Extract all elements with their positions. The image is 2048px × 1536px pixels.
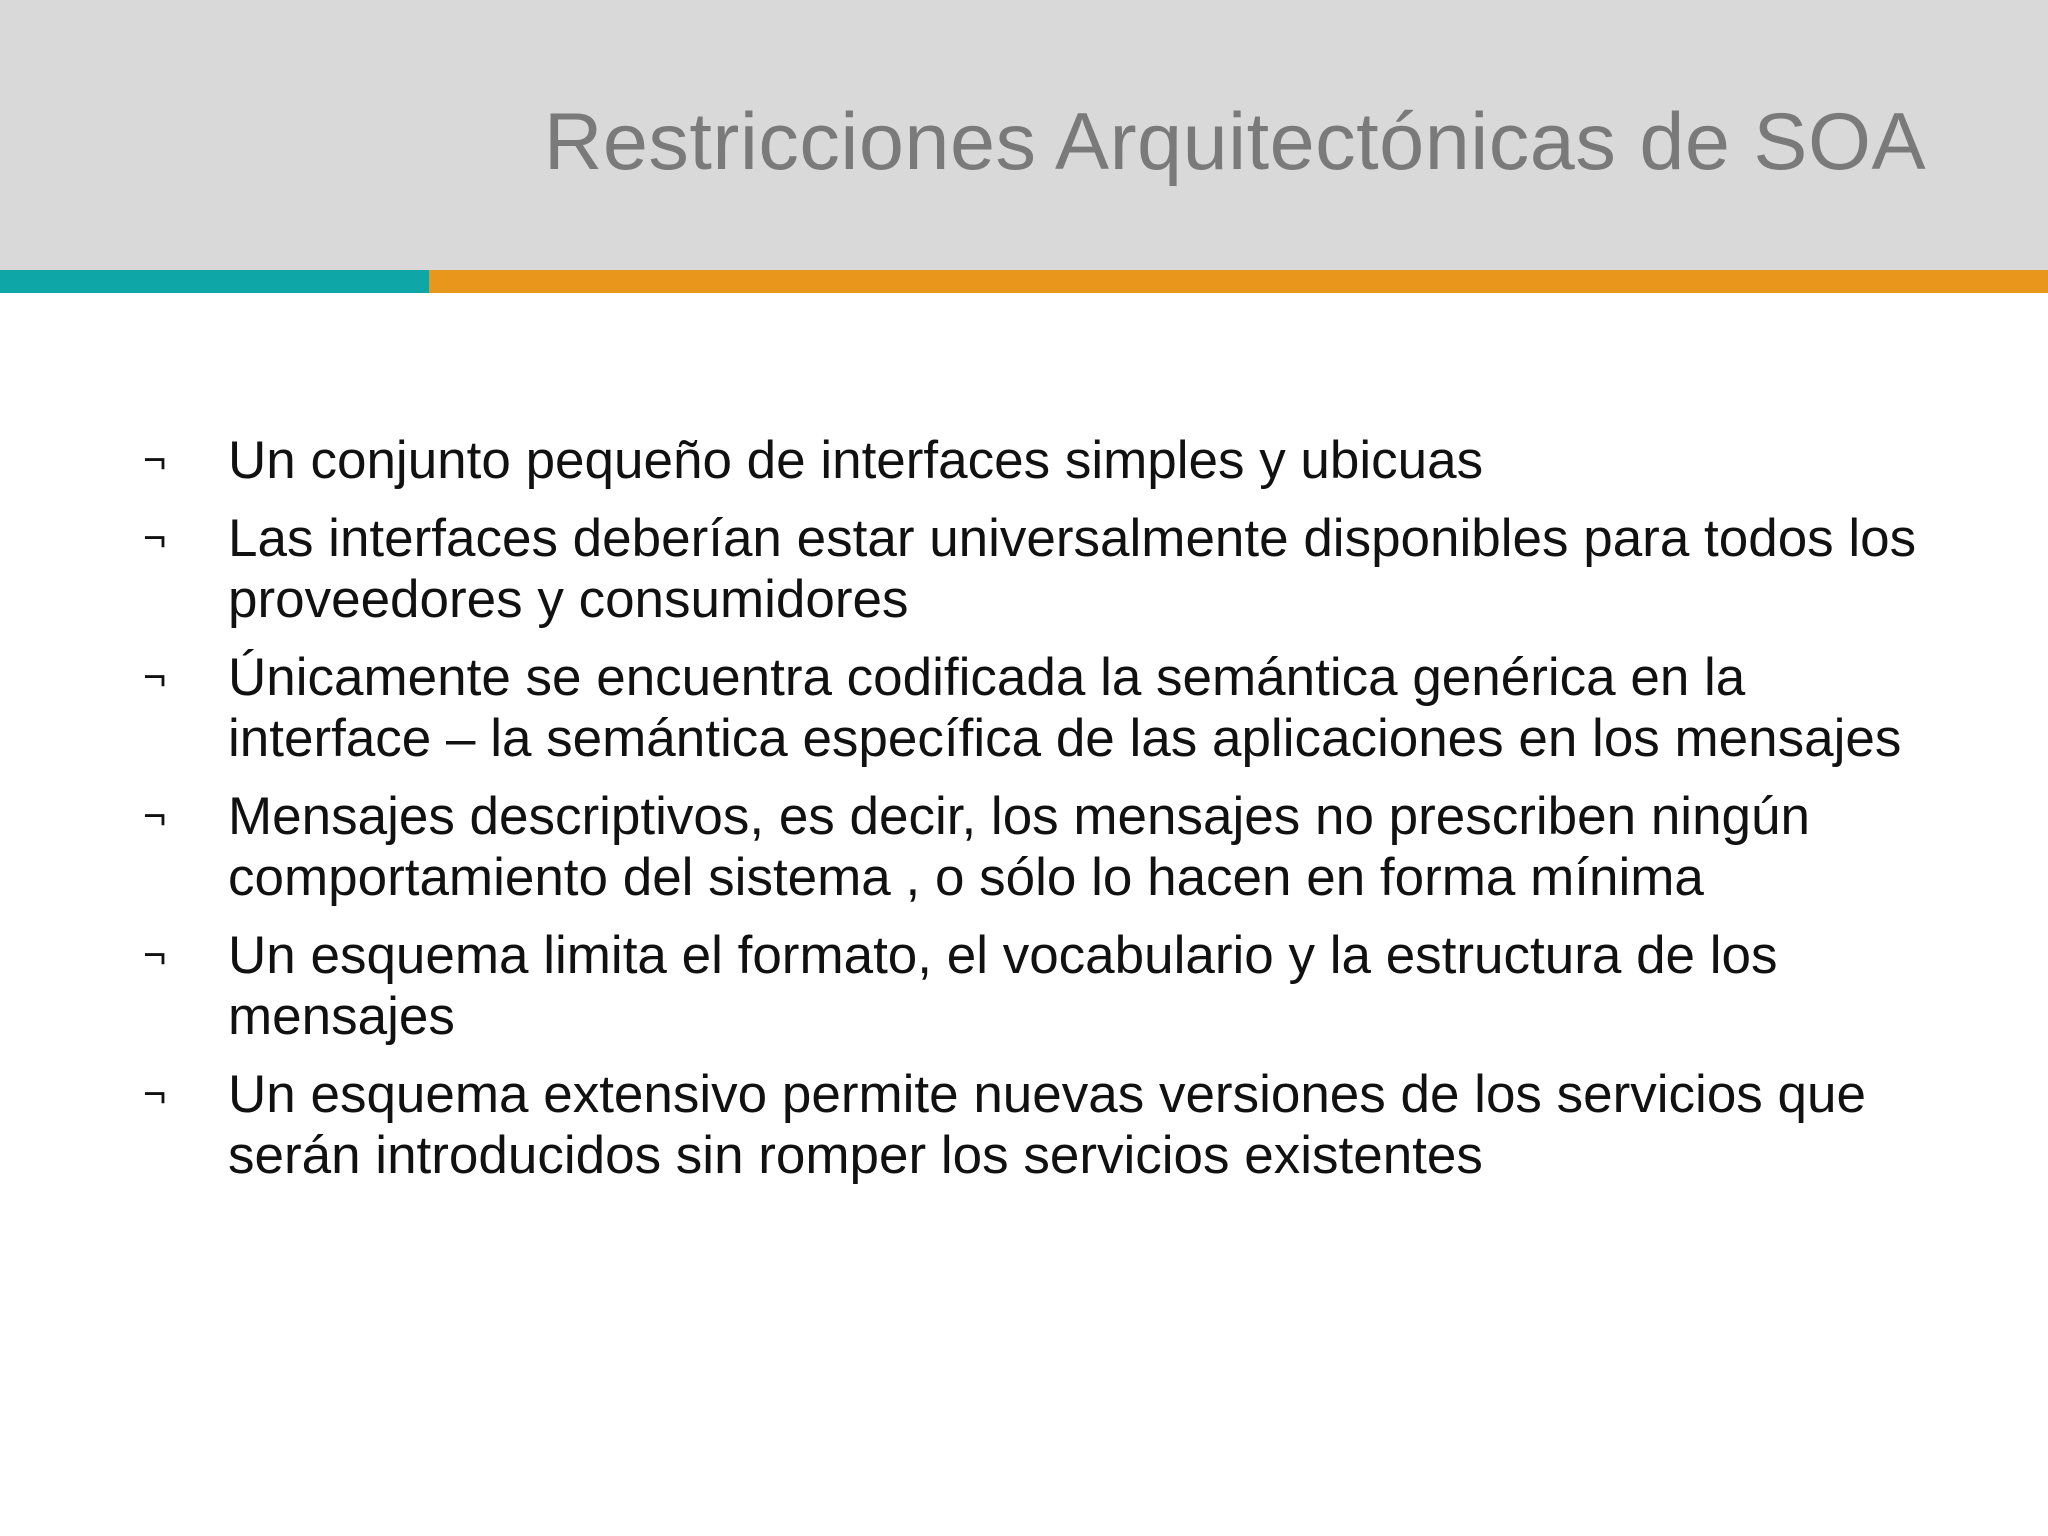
accent-bar-orange: [429, 270, 2048, 293]
bullet-text: Un esquema extensivo permite nuevas versiones de los servicios que serán introducidos sin romper los servicios existentes: [228, 1065, 1866, 1185]
bullet-marker: ¬: [143, 794, 167, 838]
bullet-item: [0, 925, 2048, 1047]
bullet-marker: ¬: [143, 933, 167, 977]
bullet-list: [0, 430, 2048, 1203]
accent-bar: [0, 270, 2048, 293]
bullet-item: [0, 430, 2048, 491]
bullet-marker: ¬: [143, 1072, 167, 1116]
bullet-item: [0, 786, 2048, 908]
bullet-text: Un conjunto pequeño de interfaces simples y ubicuas: [228, 431, 1484, 490]
bullet-text: Un esquema limita el formato, el vocabulario y la estructura de los mensajes: [228, 926, 1778, 1046]
accent-bar-teal: [0, 270, 429, 293]
bullet-marker: ¬: [143, 655, 167, 699]
bullet-text: Mensajes descriptivos, es decir, los mensajes no prescriben ningún comportamiento del sistema , o sólo lo hacen en forma mínima: [228, 787, 1810, 907]
slide-header: [0, 0, 2048, 270]
bullet-text: Las interfaces deberían estar universalmente disponibles para todos los proveedores y consumidores: [228, 509, 1917, 629]
bullet-item: [0, 647, 2048, 769]
bullet-text: Únicamente se encuentra codificada la semántica genérica en la interface – la semántica específica de las aplicaciones en los mensajes: [228, 648, 1902, 768]
bullet-marker: ¬: [143, 516, 167, 560]
slide-title: Restricciones Arquitectónicas de SOA: [543, 97, 1926, 187]
bullet-marker: ¬: [143, 438, 167, 482]
bullet-item: [0, 1064, 2048, 1186]
bullet-item: [0, 508, 2048, 630]
